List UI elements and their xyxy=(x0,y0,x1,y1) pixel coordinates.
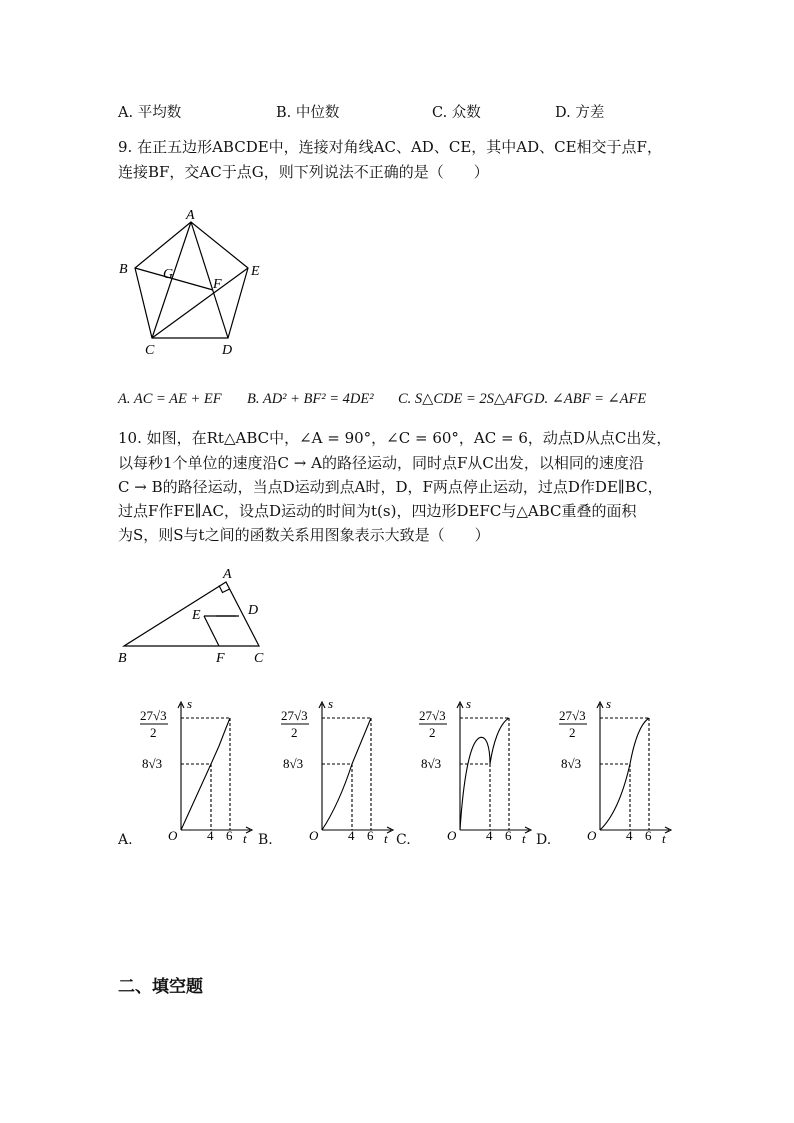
pentagon-label-g: G xyxy=(163,267,174,282)
graph-c-tick-4: 4 xyxy=(486,828,493,843)
graph-a-t-label: t xyxy=(243,831,247,844)
q10-stem-line5: 为S，则S与t之间的函数关系用图象表示大致是（ ） xyxy=(118,526,490,544)
pentagon-label-c: C xyxy=(145,343,155,358)
graph-c-y-top-num: 27√3 xyxy=(419,708,446,723)
graph-a-s-label: s xyxy=(187,696,193,711)
triangle-label-a: A xyxy=(223,567,232,582)
graph-a-y-mid: 8√3 xyxy=(142,756,163,771)
q8-option-b: B. 中位数 xyxy=(276,105,340,121)
q9-stem-line2: 连接BF，交AC于点G，则下列说法不正确的是（ ） xyxy=(118,163,489,181)
graph-c-y-top-den: 2 xyxy=(429,725,436,740)
graph-d-y-mid: 8√3 xyxy=(561,756,582,771)
section-heading: 二、填空题 xyxy=(118,977,203,997)
graph-a-origin: O xyxy=(168,828,178,843)
graph-c-origin: O xyxy=(447,828,457,843)
pentagon-figure xyxy=(112,208,282,360)
q9-option-c: C. S△CDE = 2S△AFG xyxy=(398,391,534,407)
graph-b-origin: O xyxy=(309,828,319,843)
q8-option-c: C. 众数 xyxy=(432,105,481,121)
graph-c-y-mid: 8√3 xyxy=(421,756,442,771)
graph-a-tick-4: 4 xyxy=(207,828,214,843)
pentagon-label-e: E xyxy=(251,264,260,279)
graph-d-tick-4: 4 xyxy=(626,828,633,843)
triangle-label-b: B xyxy=(118,651,127,666)
graph-b-tick-4: 4 xyxy=(348,828,355,843)
triangle-figure xyxy=(112,562,282,670)
graph-a-y-top-num: 27√3 xyxy=(140,708,167,723)
q10-stem-line1: 10. 如图，在Rt△ABC中，∠A = 90°，∠C = 60°，AC = 6，动点D从点C出发， xyxy=(118,429,672,447)
graph-c-t-label: t xyxy=(522,831,526,844)
graph-a-option-label: A. xyxy=(118,832,133,848)
graph-d-t-label: t xyxy=(662,831,666,844)
graph-d-origin: O xyxy=(587,828,597,843)
triangle-label-d: D xyxy=(248,603,259,618)
pentagon-label-f: F xyxy=(213,277,222,292)
graph-c-s-label: s xyxy=(466,696,472,711)
graph-d-y-top-num: 27√3 xyxy=(559,708,586,723)
graph-b xyxy=(279,694,421,844)
graph-d xyxy=(557,694,699,844)
graph-a xyxy=(138,694,280,844)
q10-stem-line2: 以每秒1个单位的速度沿C → A的路径运动，同时点F从C出发，以相同的速度沿 xyxy=(118,454,644,472)
q8-option-a: A. 平均数 xyxy=(118,105,182,121)
graph-b-option-label: B. xyxy=(258,832,273,848)
q9-option-d: D. ∠ABF = ∠AFE xyxy=(534,391,647,407)
q9-option-a: A. AC = AE + EF xyxy=(118,391,222,407)
graph-d-s-label: s xyxy=(606,696,612,711)
q9-option-b: B. AD² + BF² = 4DE² xyxy=(247,391,374,407)
triangle-label-e: E xyxy=(192,608,201,623)
graph-d-y-top-den: 2 xyxy=(569,725,576,740)
pentagon-label-b: B xyxy=(119,262,128,277)
graph-a-tick-6: 6 xyxy=(226,828,233,843)
triangle-label-f: F xyxy=(216,651,225,666)
q8-option-d: D. 方差 xyxy=(555,105,605,121)
q10-stem-line4: 过点F作FE∥AC，设点D运动的时间为t(s)，四边形DEFC与△ABC重叠的面积 xyxy=(118,502,637,520)
graph-b-s-label: s xyxy=(328,696,334,711)
triangle-label-c: C xyxy=(254,651,264,666)
graph-d-option-label: D. xyxy=(536,832,552,848)
graph-b-y-mid: 8√3 xyxy=(283,756,304,771)
graph-c-tick-6: 6 xyxy=(505,828,512,843)
q10-stem-line3: C → B的路径运动，当点D运动到点A时，D，F两点停止运动，过点D作DE∥BC， xyxy=(118,478,663,496)
pentagon-label-a: A xyxy=(186,208,195,223)
graph-c xyxy=(417,694,559,844)
graph-b-t-label: t xyxy=(384,831,388,844)
pentagon-label-d: D xyxy=(222,343,233,358)
graph-b-y-top-den: 2 xyxy=(291,725,298,740)
graph-b-tick-6: 6 xyxy=(367,828,374,843)
graph-b-y-top-num: 27√3 xyxy=(281,708,308,723)
graph-d-tick-6: 6 xyxy=(645,828,652,843)
graph-a-y-top-den: 2 xyxy=(150,725,157,740)
graph-c-option-label: C. xyxy=(396,832,411,848)
q9-stem-line1: 9. 在正五边形ABCDE中，连接对角线AC、AD、CE，其中AD、CE相交于点F， xyxy=(118,138,662,156)
